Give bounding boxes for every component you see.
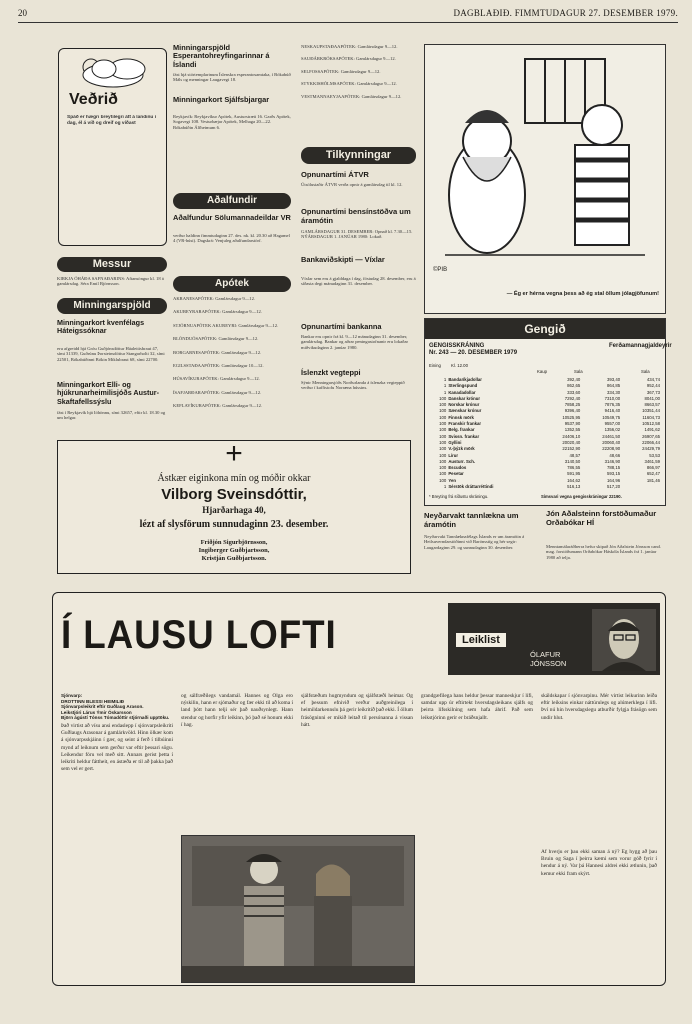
- gengid-currency: Gyllini: [448, 439, 462, 445]
- gengid-unit: 1: [443, 377, 447, 382]
- apotek-item: AKRANESAPÓTEK: Gamlársdagur 9—12.: [173, 296, 256, 301]
- gengid-buy: 1352,55: [564, 427, 581, 433]
- cloud-sun-icon: [69, 53, 157, 93]
- gengid-tourist: 53,53: [649, 452, 660, 458]
- gengid-currency: Danskar krónur: [448, 395, 481, 401]
- review-col-5b: Af hverju er þau ekki saman á ný? Ég hygg að þau Bruin og Saga í þeirra kæmi sem vorur góð fyrir í hendur á ný. Var þá Hannesi aldrei ekki ætlunin, það kemur ekki fram skýrt.: [541, 849, 657, 877]
- esperanto-text: fást hjá stórtemplarinum Íslenskra esperantosamtaka, í Bókabúð Máls og menningar Laugavegi 18.: [173, 72, 291, 83]
- gengid-currency: V.-þýzk mörk: [448, 446, 475, 452]
- gengid-footnote-left: * Breyting frá síðustu skráningu.: [429, 494, 489, 499]
- gengid-tourist: 652,47: [646, 471, 660, 477]
- gengid-tourist: 1491,62: [644, 427, 660, 433]
- gengid-currency: Sérstök dráttarréttindi: [448, 484, 494, 489]
- gengid-table-wrap: [429, 377, 661, 489]
- gengid-tourist: 181,46: [646, 477, 660, 483]
- gengid-buy: 10525,95: [562, 414, 581, 420]
- apotek-item: BORGARNESAPÓTEK: Gamlársdagur 9—12.: [173, 349, 262, 355]
- gengid-col-sell2: Sala: [641, 369, 650, 374]
- adalfundir-bar: Aðalfundir: [173, 193, 291, 209]
- sjalfsbjorg-heading: Minningarkort Sjálfsbjargar: [173, 95, 270, 104]
- gengid-unit: 100: [439, 471, 447, 477]
- gengid-row: [429, 484, 661, 489]
- death-signer: Kristján Guðbjartsson.: [201, 555, 267, 562]
- jon-text: Menntamálaráðherra hefur skipað Jón Aðalstein Jónsson cand. mag. forstöðumann Orðabókar Háskóla Íslands frá 1. janúar 1980 að telja.: [546, 544, 661, 560]
- gengid-buy: 862,65: [567, 383, 581, 389]
- gengid-tourist: 22066,44: [642, 439, 660, 445]
- apotek-item: VESTMANNAEYJAAPÓTEK: Gamlársdagur 9—12.: [301, 93, 402, 99]
- death-line: lézt af slysförum sunnudaginn 23. desember.: [139, 519, 329, 530]
- adalfundur-heading: Aðalfundur Sölumannadeildar VR: [173, 213, 291, 222]
- esperanto-heading: Minningarspjöld Esperantohreyfingarinnar á Íslandi: [173, 43, 270, 69]
- gengid-sell: 24461,50: [602, 433, 621, 439]
- death-signers: [58, 539, 410, 563]
- gengid-tourist: 26907,65: [642, 433, 660, 439]
- gengid-sell: 48,66: [609, 452, 621, 458]
- gengid-sell: 393,40: [606, 377, 621, 382]
- page-number: 20: [18, 8, 27, 18]
- sjalfsbjorg-text: Reykjavík: Reykjavíkur Apótek, Austurstræti 16. Garðs Apótek, Sogavegi 108. Vesturbæjar Apótek, Melhaga 20—22. Bókabúðin Álfheimum 6.: [173, 114, 291, 130]
- gengid-unit-label: Eining: [429, 363, 441, 368]
- gengid-table: [429, 377, 661, 489]
- gengid-buy: 20020,40: [562, 439, 581, 445]
- gengid-buy: 7858,25: [564, 402, 581, 408]
- tilkynningar-bar: Tilkynningar: [301, 147, 416, 164]
- gengid-unit: 100: [439, 427, 447, 433]
- gengid-sell: 593,15: [606, 471, 621, 477]
- gengid-currency: Austurr. Sch.: [448, 458, 476, 464]
- review-banner: [448, 603, 660, 675]
- gengid-tourist: [621, 484, 661, 489]
- gengid-buy: 786,55: [567, 465, 581, 471]
- death-notice: [57, 437, 411, 574]
- minning-elli-text: fást í Reykjavík hjá Ióhönnu, sími 32657, eftir kl. 18.30 og um helgar.: [57, 410, 166, 421]
- cartoon-caption: — Ég er hérna vegna þess að ég stal öllum jólagjöfunum!: [506, 291, 659, 297]
- apotek-item: STYKKISHÓLMSAPÓTEK: Gamlársdagur 9—12.: [301, 81, 397, 87]
- gengid-tourist: 3461,59: [644, 458, 660, 464]
- cartoon-panel: [424, 44, 666, 314]
- apotek-item: SELFOSSAPÓTEK: Gamlársdagur 9—12.: [301, 68, 381, 74]
- gengid-currency: Belg. frankar: [448, 427, 475, 433]
- apotek-item: NESKAUPSTAÐAAPÓTEK: Gamlársdagur 9—12.: [301, 44, 398, 49]
- gengid-tourist: 11604,73: [642, 414, 660, 420]
- tannlaekna-text: Neyðarvakt Tannlæknafélags Íslands er um áramótin á Heilsuverndarstöðinni við Barónsstíg og hér segir: Laugardaginn 29. og sunnudaginn 30. desember.: [424, 534, 525, 550]
- gengid-unit: 100: [439, 477, 447, 483]
- gengid-sub-right: Ferðamannagjaldeyrir: [609, 343, 672, 349]
- gengid-sell: 20060,40: [602, 439, 621, 445]
- bankavidskipti-text: Víxlar sem eru á gjalddaga í dag, föstudag 28. desember, eru á síðasta degi mánudaginn 31. desember.: [301, 276, 416, 287]
- messur-bar: Messur: [57, 257, 167, 272]
- gengid-unit: 100: [439, 465, 447, 471]
- gengid-currency: Escudos: [448, 465, 467, 471]
- review-credits: Sjónvarp: DROTTINN BLESSI HEIMILIÐ Sjónvarpsleikrit eftir Guðlaug Arason. Leikstjóri Lárus Ýmir Óskarsson Björn ágústí Tónss Tómadóttir stjórnaði upptöku.: [61, 693, 170, 721]
- gengid-unit: 100: [439, 414, 447, 420]
- gengid-unit: 100: [439, 402, 447, 408]
- gengid-sell: 9557,00: [604, 421, 621, 427]
- gengid-sell: 1356,02: [604, 427, 621, 433]
- gengid-buy: 3140,50: [564, 458, 581, 464]
- minning-kvenfelag-heading: Minningarkort kvenfélags Háteigssóknar: [57, 318, 145, 336]
- actors-image: [182, 836, 414, 982]
- gengid-buy: 9396,40: [564, 408, 581, 414]
- jon-heading: Jón Aðalsteinn forstöðumaður Orðabókar HÍ: [546, 509, 657, 527]
- gengid-sell: 864,85: [606, 383, 621, 389]
- review-title: Í LAUSU LOFTI: [61, 613, 337, 657]
- gengid-tourist: 24429,79: [642, 446, 660, 452]
- gengid-unit: 1: [443, 389, 447, 395]
- gengid-unit: 1: [443, 383, 447, 389]
- cross-symbol: +: [225, 437, 243, 470]
- bensin-text: GAMLÁRSDAGUR 31. DESEMBER: Opnað kl. 7.30—15. NÝÁRSDAGUR 1. JANÚAR 1980: Lokað.: [301, 229, 413, 240]
- author-portrait: [592, 609, 656, 671]
- gengid-unit: 100: [439, 433, 447, 439]
- gengid-currency: Franskir frankar: [448, 421, 482, 427]
- apotek-list-2: [301, 44, 416, 136]
- death-name: Vilborg Sveinsdóttir,: [161, 486, 307, 503]
- bankarnir-heading: Opnunartími bankanna: [301, 322, 382, 331]
- gengid-currency: Svissn. frankar: [448, 433, 480, 439]
- gengid-tourist: 866,97: [646, 465, 660, 471]
- bankarnir-text: Bankar eru opnir frá kl. 9—12 mánudaginn 31. desember, gamlársdag. Bankar og aðrar peningastofnanir eru lokaðar miðvikudaginn 2. janúar 1980.: [301, 334, 409, 350]
- gengid-tourist: 367,73: [646, 389, 660, 395]
- gengid-buy: 22152,90: [562, 446, 581, 452]
- gengid-sell: 7876,35: [604, 402, 621, 408]
- vegteppi-text: Sýnir Menningarsjóðs Norðurlanda á íslenzka vegteppið verður í kaffistofu Norræna hússins.: [301, 380, 405, 391]
- bankavidskipti-heading: Bankaviðskipti — Víxlar: [301, 255, 385, 264]
- gengid-unit: 100: [439, 458, 447, 464]
- tannlaekna-heading: Neyðarvakt tannlækna um áramótin: [424, 511, 519, 529]
- gengid-col-sell: Sala: [574, 369, 583, 374]
- gengid-currency: Bandaríkjadollar: [448, 377, 482, 382]
- gengid-sell: 788,15: [606, 465, 621, 471]
- gengid-unit: 100: [439, 446, 447, 452]
- gengid-unit: 100: [439, 395, 447, 401]
- gengid-sell: 164,96: [606, 477, 621, 483]
- death-address: Hjarðarhaga 40,: [202, 505, 266, 515]
- gengid-currency: Lírur: [448, 452, 459, 458]
- gengid-buy: 392,40: [567, 377, 581, 382]
- gengid-buy: 516,13: [567, 484, 581, 489]
- gengid-buy: 48,57: [569, 452, 581, 458]
- review-photo: [181, 835, 415, 983]
- gengid-currency: Norskar krónur: [448, 402, 480, 408]
- review-col-2: og sálfræðilegs vandamál. Hannes og Olga ero nýskilin, hann er sjómaður og fær ekki til að koma í land þótt hann telji sér það nauðsynlegt. Hann stendur og horfir yfir leikinn, þó það sé honum ekki í hag.: [181, 693, 293, 728]
- gengid-head-row: [429, 363, 661, 377]
- cartoon-credit: ©PIB: [433, 267, 448, 273]
- gengid-currency: Sænskar krónur: [448, 408, 482, 414]
- gengid-tourist: 952,44: [646, 383, 660, 389]
- gengid-sell: 22208,90: [602, 446, 621, 452]
- gengid-buy: 7292,40: [564, 395, 581, 401]
- review-col-3: sjálfstæðum hugmyndum og sjálfstæði heimar. Og ef þessum efnivið verður auðgreinilega í heimildarkennslu þá gerir leikritið það ekki. Í öllum frásögninni er mikið leitað til persónanna á vissan hátt.: [301, 693, 413, 728]
- gengid-sell: 10549,75: [602, 414, 621, 420]
- gengid-footnote-right: Símsvari vegna gengisskráningar 22190.: [541, 494, 622, 499]
- gengid-unit: 100: [439, 439, 447, 445]
- publication-line: DAGBLAÐIÐ. FIMMTUDAGUR 27. DESEMBER 1979.: [453, 8, 678, 18]
- gengid-col-buy: Kaup: [537, 369, 548, 374]
- apotek-list: [173, 296, 291, 438]
- gengid-tourist: 10351,44: [642, 408, 660, 414]
- cartoon-image: [425, 45, 663, 281]
- review-col-5: skáldskapar í sjónvarpinu. Mér virtist leikurinn leiða eftir leiksins einkar náttúrulegs og alúmerklega í lífi. Því nú hin hversdagslegu atburðir fylgja frásögn sem undir hlut.: [541, 693, 657, 721]
- gengid-sub-left: GENGISSKRÁNING Nr. 243 — 20. DESEMBER 1979: [429, 343, 518, 357]
- bensin-heading: Opnunartími bensínstöðva um áramótin: [301, 207, 411, 225]
- gengid-unit: 1: [443, 484, 447, 489]
- gengid-currency: Yen: [448, 477, 456, 483]
- gengid-tourist: 8041,00: [644, 395, 660, 401]
- gengid-sell: 3146,90: [604, 458, 621, 464]
- minning-elli-heading: Minningarkort Elli- og hjúkrunarheimilisjóðs Austur-Skaftafellssýslu: [57, 380, 159, 406]
- apotek-item: STJÖRNUAPÓTEK AKUREYRI: Gamlársdagur 9—12.: [173, 322, 279, 328]
- minningarspjold-bar: Minningarspjöld: [57, 298, 167, 314]
- gengid-buy: 9537,90: [564, 421, 581, 427]
- apotek-item: EGILSSTAÐAAPÓTEK: Gamlársdagur 10—12.: [173, 363, 264, 369]
- gengid-sell: 9416,40: [604, 408, 621, 414]
- gengid-sell: 334,30: [606, 389, 621, 395]
- messur-text: KIRKJA ÓHÁÐA SAFNAÐARINS: Aftansöngur kl. 18 á gamlársdag. Séra Emil Björnsson.: [57, 276, 164, 287]
- vegteppi-heading: Íslenzkt vegteppi: [301, 368, 361, 377]
- death-signer: Friðjón Sigurbjörnsson,: [200, 539, 268, 546]
- gengid-unit: 100: [439, 452, 447, 458]
- gengid-time-label: Kl. 12.00: [451, 363, 468, 368]
- weather-box: [58, 48, 167, 246]
- gengid-tourist: 434,74: [646, 377, 660, 382]
- gengid-currency: Finnsk mörk: [448, 414, 474, 420]
- apotek-item: BLÖNDUÓSAPÓTEK: Gamlársdagur 9—12.: [173, 336, 259, 342]
- gengid-buy: 591,95: [567, 471, 581, 477]
- atvr-text: Útsölustaðir ÁTVR verða opnir á gamlársdag til kl. 12.: [301, 182, 403, 187]
- gengid-buy: 24406,10: [562, 433, 581, 439]
- review-section: [52, 592, 666, 986]
- apotek-item: KEFLAVÍKURAPÓTEK: Gamlársdagur 9—12.: [173, 403, 263, 409]
- page-header: [18, 8, 678, 23]
- gengid-currency: Sterlingspund: [448, 383, 478, 389]
- minning-kvenfelag-text: eru afgreidd hjá Gróu Guðjónsdóttur Háaleitisbraut 47, sími 31339, Guðrúnu Þorsteinsdóttur Stangarholti 32, sími 22501, Bókabúðinni Bókin Miklubraut 68, sími 22700.: [57, 346, 165, 362]
- gengid-tourist: 10512,58: [642, 421, 660, 427]
- atvr-heading: Opnunartími ÁTVR: [301, 170, 369, 179]
- weather-title: Veðrið: [69, 91, 118, 108]
- leiklist-tag: Leiklist: [456, 633, 506, 647]
- gengid-unit: 100: [439, 408, 447, 414]
- review-col-4: grandgæfilega hans heldur þessar manneskjur í lífi, samdar upp úr eftirtekt hversdagsleikans sjálfs og þeirra lífsskilning sem hafa áhrif. Pað sem leikstjórinn gerir er bráðsnjallt.: [421, 693, 533, 721]
- weather-text: Spáð er hægri breytilegri átt á landinu í dag, él á víð og dreif og víðast: [67, 115, 157, 127]
- gengid-tourist: 8663,57: [644, 402, 660, 408]
- adalfundur-text: verður haldinn fimmtudaginn 27. des. nk. kl. 20.30 að Hagamel 4 (VR-húsi). Dagskrá: Venjuleg aðalfundarstörf.: [173, 233, 290, 244]
- gengid-sell: 517,20: [606, 484, 621, 489]
- review-col-1: Það virtist að vísu ansi endaslepp í sjónvarpsleikriti Guðlaugs Arasonar á gamlárkvöld. Hinn ölkær kom á sjónvarpsskjáinn í gær, og seint á ferð í tilbúinni mynd af leiknum sem gerður var eftir þessari sögu. Leikendur fóru vel með sitt. Annars gerist þetta í leikriti heldur fáttheit, en ástæða er til að þakka það sem vel er gert.: [61, 723, 173, 773]
- gengid-currency: Kanadadollar: [448, 389, 476, 395]
- death-signer: Ingiberger Guðbjartsson,: [198, 547, 270, 554]
- gengid-buy: 333,60: [567, 389, 581, 395]
- gengid-box: [424, 318, 672, 506]
- gengid-unit: 100: [439, 421, 447, 427]
- apotek-bar: Apótek: [173, 276, 291, 292]
- apotek-item: HÚSAVÍKURAPÓTEK: Gamlársdagur 9—12.: [173, 376, 260, 382]
- apotek-item: SAUÐÁRKRÓKSAPÓTEK: Gamlársdagur 9—12.: [301, 56, 396, 62]
- review-author: ÓLAFUR JÓNSSON: [530, 650, 567, 668]
- gengid-sell: 7310,00: [604, 395, 621, 401]
- apotek-item: ÍSAFJARÐARAPÓTEK: Gamlársdagur 9—12.: [173, 389, 262, 395]
- death-intro: Ástkær eiginkona mín og móðir okkar: [157, 473, 311, 484]
- apotek-item: AKUREYRARAPÓTEK: Gamlársdagur 9—12.: [173, 309, 262, 315]
- gengid-currency: Pesetar: [448, 471, 464, 477]
- gengid-buy: 164,62: [567, 477, 581, 483]
- gengid-title: Gengið: [425, 319, 665, 339]
